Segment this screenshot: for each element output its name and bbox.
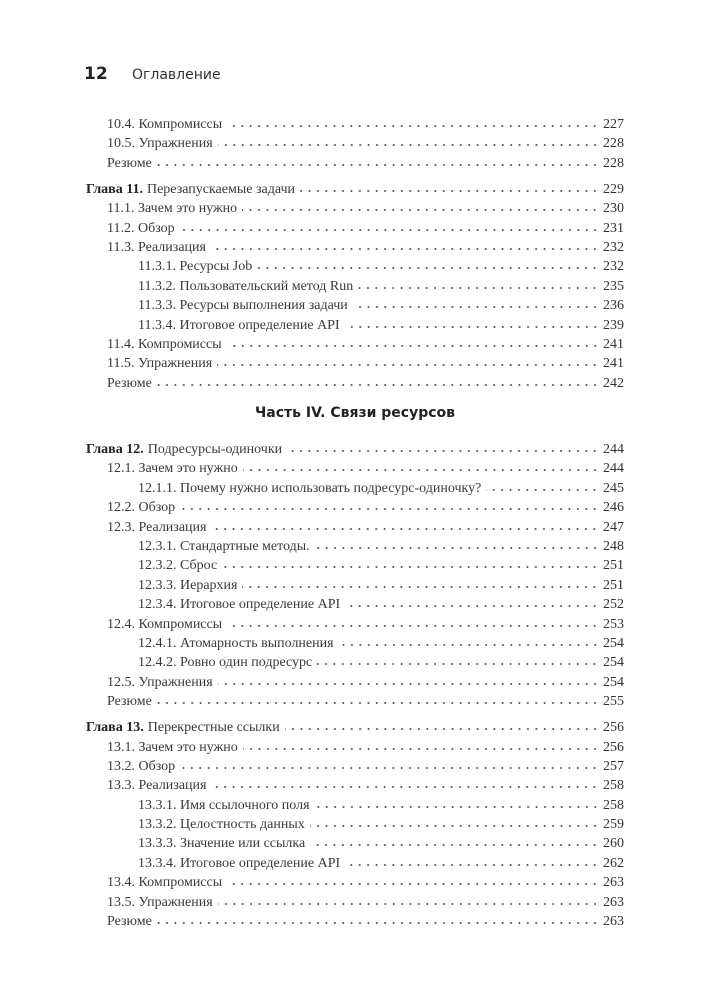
entry-page-number: 255: [603, 694, 624, 710]
entry-title-text: 13.3.3. Значение или ссылка: [138, 836, 306, 852]
entry-page-number: 257: [603, 758, 624, 774]
entry-title: [138, 634, 334, 653]
entry-page-number: 228: [603, 136, 624, 152]
entry-title: [138, 277, 353, 296]
toc-entry[interactable]: [86, 615, 624, 634]
dot-leader: [211, 777, 599, 789]
toc-entry[interactable]: [86, 134, 624, 153]
entry-page-number: 230: [603, 201, 624, 217]
dot-leader: [227, 874, 599, 886]
entry-title-text: 13.3.4. Итоговое определение API: [138, 855, 341, 871]
toc-entry[interactable]: [86, 316, 624, 335]
toc-entry[interactable]: [86, 653, 624, 672]
entry-title-text: 12.1. Зачем это нужно: [107, 461, 238, 477]
entry-page-number: 253: [603, 616, 624, 632]
toc-entry[interactable]: [86, 537, 624, 556]
dot-leader: [486, 480, 599, 492]
entry-title: [107, 459, 238, 478]
dot-leader: [315, 538, 599, 550]
entry-title: [107, 757, 175, 776]
dot-leader: [285, 719, 599, 731]
toc-entry[interactable]: [86, 154, 624, 173]
dot-leader: [287, 441, 599, 453]
toc-entry[interactable]: [86, 374, 624, 393]
toc-entry[interactable]: [86, 115, 624, 134]
dot-leader: [317, 654, 599, 666]
toc-group: [86, 115, 624, 173]
toc-entry[interactable]: [86, 296, 624, 315]
dot-leader: [227, 336, 599, 348]
entry-title: [107, 776, 206, 795]
entry-title: [138, 796, 310, 815]
entry-page-number: 263: [603, 875, 624, 891]
entry-page-number: 258: [603, 778, 624, 794]
dot-leader: [218, 135, 599, 147]
dot-leader: [157, 913, 599, 925]
entry-title-text: 10.5. Упражнения: [107, 136, 213, 152]
entry-title-text: 11.3.1. Ресурсы Job: [138, 259, 253, 275]
entry-title: [86, 718, 280, 737]
dot-leader: [157, 375, 599, 387]
entry-title: [107, 154, 152, 173]
entry-title: [107, 374, 152, 393]
dot-leader: [315, 797, 599, 809]
entry-title: [107, 893, 213, 912]
dot-leader: [345, 855, 599, 867]
entry-title-text: 13.5. Упражнения: [107, 894, 213, 910]
dot-leader: [300, 181, 599, 193]
toc-entry[interactable]: [86, 576, 624, 595]
toc-entry[interactable]: [86, 498, 624, 517]
entry-title-text: 11.4. Компромиссы: [107, 336, 222, 352]
entry-page-number: 244: [603, 461, 624, 477]
entry-title-text: 13.3. Реализация: [107, 778, 207, 794]
toc-entry[interactable]: [86, 854, 624, 873]
entry-title-text: 12.3.4. Итоговое определение API: [138, 597, 341, 613]
entry-title: [138, 316, 340, 335]
entry-title-text: 12.2. Обзор: [107, 500, 176, 516]
entry-title: [107, 738, 238, 757]
entry-title-text: 12.4.2. Ровно один подресурс: [138, 655, 313, 671]
entry-page-number: 256: [603, 739, 624, 755]
toc-entry[interactable]: [86, 776, 624, 795]
entry-title: [107, 912, 152, 931]
dot-leader: [227, 116, 599, 128]
chapter-label: Глава 12.: [86, 442, 144, 458]
dot-leader: [157, 693, 599, 705]
dot-leader: [180, 758, 599, 770]
entry-page-number: 242: [603, 375, 624, 391]
entry-title: [107, 115, 222, 134]
entry-page-number: 251: [603, 558, 624, 574]
entry-page-number: 263: [603, 914, 624, 930]
entry-page-number: 232: [603, 239, 624, 255]
entry-title: [107, 219, 175, 238]
toc-entry[interactable]: [86, 180, 624, 199]
entry-title-text: 13.4. Компромиссы: [107, 875, 223, 891]
entry-title: [86, 180, 295, 199]
entry-title-text: 12.3.3. Иерархия: [138, 577, 238, 593]
dot-leader: [345, 596, 599, 608]
toc-entry[interactable]: [86, 556, 624, 575]
entry-title-text: 12.5. Упражнения: [107, 674, 213, 690]
entry-page-number: 232: [603, 259, 624, 275]
entry-page-number: 235: [603, 278, 624, 294]
entry-title-text: 12.4.1. Атомарность выполнения: [138, 635, 334, 651]
entry-title: [107, 692, 152, 711]
entry-page-number: 263: [603, 894, 624, 910]
dot-leader: [227, 616, 599, 628]
entry-title: [86, 440, 282, 459]
entry-title: [107, 335, 222, 354]
toc-entry[interactable]: [86, 718, 624, 737]
entry-page-number: 245: [603, 480, 624, 496]
dot-leader: [353, 297, 599, 309]
toc-entry[interactable]: [86, 738, 624, 757]
entry-title-text: 11.3. Реализация: [107, 239, 206, 255]
dot-leader: [345, 317, 599, 329]
toc-group: [86, 180, 624, 393]
entry-title: [138, 479, 481, 498]
entry-title-text: 12.3. Реализация: [107, 519, 207, 535]
dot-leader: [180, 499, 599, 511]
entry-page-number: 227: [603, 117, 624, 132]
entry-page-number: 256: [603, 720, 624, 736]
toc-entry[interactable]: [86, 277, 624, 296]
entry-page-number: 252: [603, 597, 624, 613]
entry-page-number: 236: [603, 298, 624, 314]
toc-entry[interactable]: [86, 912, 624, 931]
entry-page-number: 251: [603, 577, 624, 593]
dot-leader: [218, 674, 599, 686]
chapter-label: Глава 13.: [86, 720, 144, 736]
entry-title: [138, 537, 310, 556]
entry-title-text: Резюме: [107, 375, 152, 391]
entry-title: [138, 653, 312, 672]
entry-title: [138, 296, 348, 315]
entry-title-text: 11.3.2. Пользовательский метод Run: [138, 278, 354, 294]
entry-title: [138, 257, 252, 276]
toc-group: [86, 440, 624, 711]
entry-title-text: 11.2. Обзор: [107, 220, 175, 236]
entry-title-text: 12.3.2. Сброс: [138, 558, 218, 574]
entry-page-number: 239: [603, 317, 624, 333]
dot-leader: [310, 816, 599, 828]
toc-entry[interactable]: [86, 815, 624, 834]
toc-entry[interactable]: [86, 199, 624, 218]
entry-title-text: Подресурсы-одиночки: [147, 442, 283, 458]
entry-page-number: 254: [603, 655, 624, 671]
entry-page-number: 247: [603, 519, 624, 535]
running-title: Оглавление: [132, 67, 221, 83]
entry-title-text: 13.3.1. Имя ссылочного поля: [138, 797, 310, 813]
toc-group: [86, 718, 624, 931]
toc-entry[interactable]: [86, 257, 624, 276]
entry-title: [107, 498, 175, 517]
entry-title-text: 13.1. Зачем это нужно: [107, 739, 238, 755]
entry-title-text: 13.2. Обзор: [107, 758, 176, 774]
entry-title: [107, 134, 213, 153]
entry-page-number: 231: [603, 220, 624, 236]
dot-leader: [157, 155, 599, 167]
toc-entry[interactable]: [86, 834, 624, 853]
entry-page-number: 228: [603, 155, 624, 171]
entry-title-text: 11.3.3. Ресурсы выполнения задачи: [138, 298, 348, 314]
toc-entry[interactable]: [86, 335, 624, 354]
entry-title: [107, 238, 206, 257]
toc-entry[interactable]: [86, 893, 624, 912]
entry-page-number: 258: [603, 797, 624, 813]
part-heading: Часть IV. Связи ресурсов: [254, 405, 455, 422]
entry-title-text: Резюме: [107, 155, 152, 171]
toc-entry[interactable]: [86, 479, 624, 498]
dot-leader: [211, 239, 599, 251]
toc-entry[interactable]: [86, 238, 624, 257]
entry-title-text: 10.4. Компромиссы: [107, 117, 223, 132]
entry-page-number: 248: [603, 539, 624, 555]
toc-entry[interactable]: [86, 796, 624, 815]
entry-title-text: Резюме: [107, 914, 152, 930]
entry-title: [107, 518, 206, 537]
entry-title: [138, 556, 217, 575]
entry-title: [138, 815, 305, 834]
entry-title: [107, 199, 237, 218]
entry-title: [138, 576, 237, 595]
entry-page-number: 254: [603, 635, 624, 651]
chapter-label: Глава 11.: [86, 181, 143, 197]
entry-page-number: 259: [603, 817, 624, 833]
toc-entry[interactable]: [86, 354, 624, 373]
toc-entry[interactable]: [86, 757, 624, 776]
entry-page-number: 244: [603, 442, 624, 458]
entry-page-number: 241: [603, 336, 624, 352]
dot-leader: [243, 460, 599, 472]
entry-title-text: Перезапускаемые задачи: [146, 181, 296, 197]
entry-title-text: 12.4. Компромиссы: [107, 616, 223, 632]
entry-title-text: 13.3.2. Целостность данных: [138, 817, 305, 833]
dot-leader: [242, 577, 599, 589]
entry-page-number: 241: [603, 356, 624, 372]
toc-entry[interactable]: [86, 692, 624, 711]
toc-entry[interactable]: [86, 634, 624, 653]
dot-leader: [243, 739, 599, 751]
dot-leader: [211, 519, 599, 531]
toc-entry[interactable]: [86, 518, 624, 537]
toc-entry[interactable]: [86, 219, 624, 238]
dot-leader: [358, 278, 599, 290]
entry-page-number: 254: [603, 674, 624, 690]
entry-title-text: 12.3.1. Стандартные методы.: [138, 539, 310, 555]
table-of-contents: [86, 115, 624, 931]
entry-page-number: 246: [603, 500, 624, 516]
entry-title-text: Резюме: [107, 694, 152, 710]
entry-title-text: Перекрестные ссылки: [147, 720, 280, 736]
entry-page-number: 229: [603, 181, 624, 197]
dot-leader: [217, 355, 599, 367]
dot-leader: [222, 557, 599, 569]
dot-leader: [180, 220, 599, 232]
entry-title: [138, 854, 340, 873]
entry-title: [107, 873, 222, 892]
page-number: 12: [84, 64, 108, 84]
running-header: [84, 64, 221, 84]
entry-title: [107, 615, 222, 634]
entry-page-number: 262: [603, 855, 624, 871]
dot-leader: [339, 635, 599, 647]
entry-title: [107, 354, 212, 373]
toc-entry[interactable]: [86, 873, 624, 892]
entry-page-number: 260: [603, 836, 624, 852]
entry-title-text: 11.5. Упражнения: [107, 356, 213, 372]
dot-leader: [257, 258, 599, 270]
entry-title: [107, 673, 213, 692]
dot-leader: [242, 200, 599, 212]
toc-entry[interactable]: [86, 459, 624, 478]
entry-title-text: 12.1.1. Почему нужно использовать подресурс-одиночку?: [138, 480, 482, 496]
toc-entry[interactable]: [86, 673, 624, 692]
entry-title: [138, 834, 305, 853]
toc-entry[interactable]: [86, 440, 624, 459]
entry-title: [138, 595, 340, 614]
entry-title-text: 11.1. Зачем это нужно: [107, 201, 238, 217]
dot-leader: [310, 835, 599, 847]
entry-title-text: 11.3.4. Итоговое определение API: [138, 317, 340, 333]
dot-leader: [218, 894, 599, 906]
toc-entry[interactable]: [86, 595, 624, 614]
